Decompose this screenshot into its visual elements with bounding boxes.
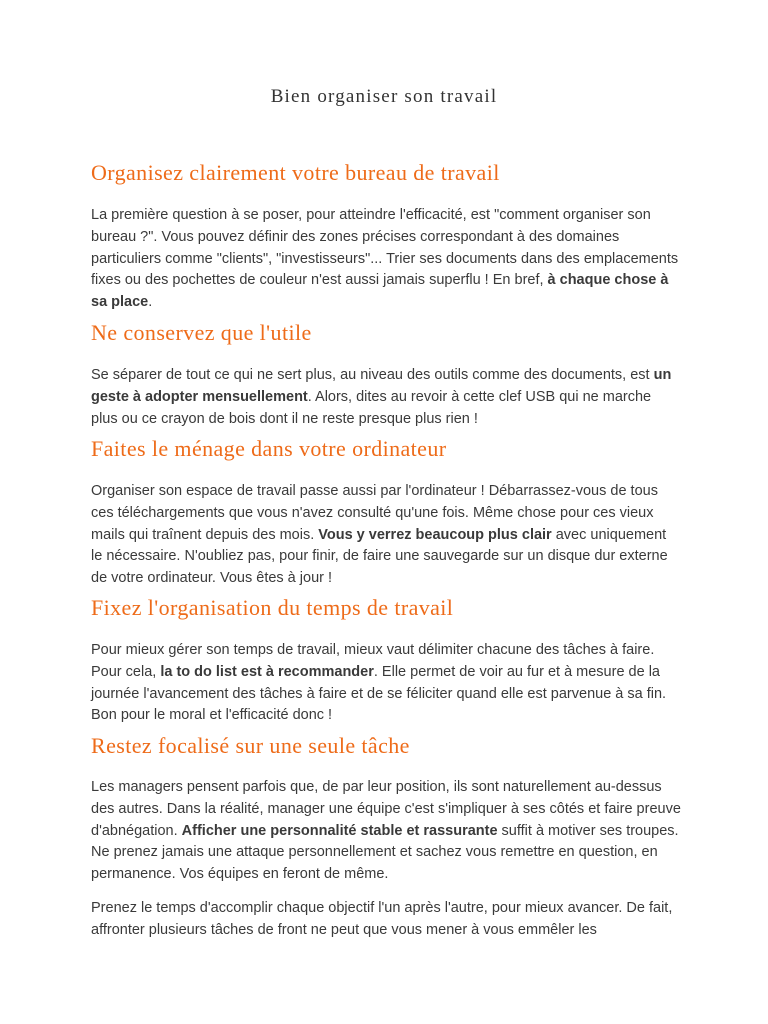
section-heading: Organisez clairement votre bureau de travail [91,160,500,185]
section-paragraph: Organiser son espace de travail passe aussi par l'ordinateur ! Débarrassez-vous de tous ces téléchargements que vous n'avez consulté qu'une fois. Même chose pour ces vieux mails qui traînent depuis des mois. Vous y verrez beaucoup plus clair avec uniquement le nécessaire. N'oubliez pas, pour finir, de faire une sauvegarde sur un disque dur externe de votre ordinateur. Vous êtes à jour ! [91,483,668,587]
bold-highlight: la to do list est à recommander [160,663,374,680]
section-heading: Faites le ménage dans votre ordinateur [91,436,447,461]
section-paragraph: Prenez le temps d'accomplir chaque objectif l'un après l'autre, pour mieux avancer. De fait, affronter plusieurs tâches de front ne peut que vous mener à vous emmêler les [91,900,673,938]
bold-highlight: Afficher une personnalité stable et rassurante [181,822,498,839]
bold-highlight: à chaque chose à sa place [91,272,669,311]
section-paragraph: Pour mieux gérer son temps de travail, mieux vaut délimiter chacune des tâches à faire. Pour cela, la to do list est à recommander. Elle permet de voir au fur et à mesure de la journée l'avancement des tâches à faire et de se féliciter quand elle est parvenue à sa fin. Bon pour le moral et l'efficacité donc ! [91,642,667,724]
bold-highlight: Vous y verrez beaucoup plus clair [318,526,552,543]
document-title: Bien organiser son travail [270,86,498,107]
section-paragraph: La première question à se poser, pour atteindre l'efficacité, est "comment organiser son bureau ?". Vous pouvez définir des zones précises correspondant à des domaines particuliers comme "clients", "investisseurs"... Trier ses documents dans des emplacements fixes ou des pochettes de couleur n'est aussi jamais superflu ! En bref, à chaque chose à sa place. [91,207,679,311]
section-heading: Ne conservez que l'utile [91,320,312,345]
bold-highlight: un geste à adopter mensuellement [91,367,672,405]
section-paragraph: Les managers pensent parfois que, de par leur position, ils sont naturellement au-dessus des autres. Dans la réalité, manager une équipe c'est s'impliquer à ses côtés et faire preuve d'abnégation. Afficher une personnalité stable et rassurante suffit à motiver ses troupes. Ne prenez jamais une attaque personnellement et sachez vous remettre en question, en permanence. Vos équipes en feront de même. [91,779,681,883]
section-heading: Fixez l'organisation du temps de travail [91,595,454,620]
section-heading: Restez focalisé sur une seule tâche [91,733,410,758]
section-paragraph: Se séparer de tout ce qui ne sert plus, au niveau des outils comme des documents, est un geste à adopter mensuellement. Alors, dites au revoir à cette clef USB qui ne marche plus ou ce crayon de bois dont il ne reste presque plus rien ! [91,367,672,427]
